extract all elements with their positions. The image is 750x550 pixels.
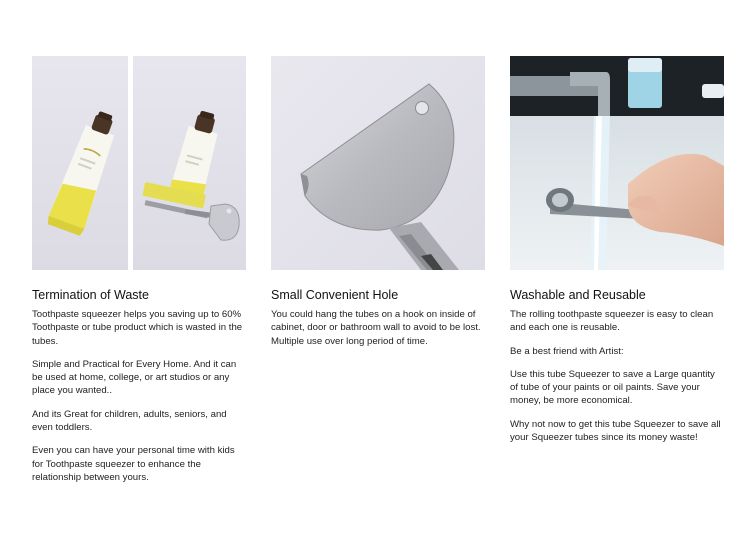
tube-with-squeezer-photo [133, 56, 246, 270]
feature-column-hole [271, 56, 485, 348]
image-row-hole [271, 56, 485, 270]
feature-text: Be a best friend with Artist: [510, 345, 624, 357]
image-row-washable [510, 56, 724, 270]
image-row-waste [32, 56, 246, 270]
feature-title: Small Convenient Hole [271, 288, 399, 302]
squeezer-key-closeup-photo [271, 56, 485, 270]
feature-column-washable [510, 56, 724, 444]
feature-text: Even you can have your personal time with kids for Toothpaste squeezer to enhance the relationship between yours. [32, 445, 235, 483]
feature-text: Use this tube Squeezer to save a Large quantity of tube of your paints or oil paints. Save your money, be more economical. [510, 368, 715, 407]
feature-title: Washable and Reusable [510, 288, 646, 302]
feature-text: Simple and Practical for Every Home. And it can be used at home, college, or art studios or any place you wanted.. [32, 358, 237, 397]
feature-text: Toothpaste squeezer helps you saving up to 60% Toothpaste or tube product which is wasted in the tubes. [32, 309, 243, 347]
toothpaste-tube-photo [32, 56, 128, 270]
washing-squeezer-photo [510, 56, 724, 270]
feature-column-waste [32, 56, 246, 484]
feature-text: You could hang the tubes on a hook on inside of cabinet, door or bathroom wall to avoid to be lost. Multiple use over long period of time. [271, 309, 481, 347]
feature-text: The rolling toothpaste squeezer is easy to clean and each one is reusable. [510, 309, 714, 334]
feature-text: And its Great for children, adults, seniors, and even toddlers. [32, 408, 227, 434]
feature-text: Why not now to get this tube Squeezer to save all your Squeezer tubes since its money waste! [510, 418, 721, 444]
feature-title: Termination of Waste [32, 288, 149, 302]
